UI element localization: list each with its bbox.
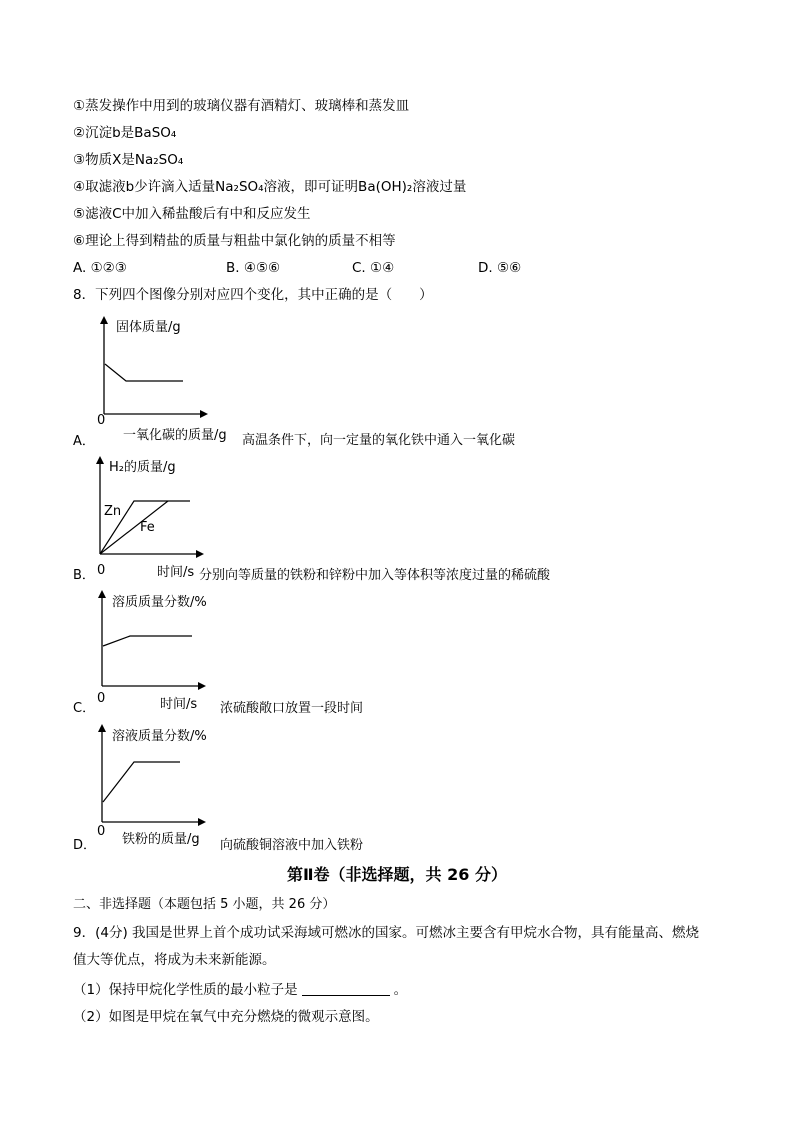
- graph-b-origin: 0: [97, 563, 106, 578]
- graph-b-fe-label: Fe: [140, 520, 155, 535]
- q9-line-1: 9．(4分) 我国是世界上首个成功试采海域可燃冰的国家。可燃冰主要含有甲烷水合物，具有能量高、燃烧: [73, 925, 700, 941]
- statement-4: ④取滤液b少许滴入适量Na₂SO₄溶液，即可证明Ba(OH)₂溶液过量: [73, 179, 467, 195]
- option-a-letter: A．: [73, 434, 95, 449]
- graph-c-curve: [103, 636, 192, 646]
- graph-a-y-arrow: [100, 316, 108, 324]
- statement-1: ①蒸发操作中用到的玻璃仪器有酒精灯、玻璃棒和蒸发皿: [73, 98, 410, 114]
- q9-sub-1-suffix: 。: [393, 982, 408, 998]
- option-d-letter: D．: [73, 838, 97, 853]
- graph-a-xlabel: 一氧化碳的质量/g: [123, 428, 227, 443]
- q9-answer-blank[interactable]: [302, 981, 390, 996]
- q9-line-2: 值大等优点，将成为未来新能源。: [73, 952, 276, 968]
- option-b-description: 分别向等质量的铁粉和锌粉中加入等体积等浓度过量的稀硫酸: [199, 568, 551, 583]
- graph-b-xlabel: 时间/s: [157, 565, 195, 580]
- graph-b-zn-label: Zn: [104, 504, 122, 519]
- graph-b-ylabel: H₂的质量/g: [109, 460, 176, 475]
- graph-a-ylabel: 固体质量/g: [116, 320, 181, 335]
- graph-b-y-arrow: [96, 456, 104, 464]
- graph-d-curve: [103, 762, 180, 802]
- graph-a-curve: [105, 364, 183, 381]
- graph-a-origin: 0: [97, 413, 106, 428]
- option-c-letter: C．: [73, 701, 96, 716]
- option-c-description: 浓硫酸敞口放置一段时间: [220, 701, 364, 716]
- graph-c-ylabel: 溶质质量分数/%: [112, 595, 207, 610]
- q9-sub-1-prefix: （1）保持甲烷化学性质的最小粒子是: [73, 982, 298, 998]
- part2-title: 第Ⅱ卷（非选择题，共 26 分）: [287, 865, 507, 884]
- statement-5: ⑤滤液C中加入稀盐酸后有中和反应发生: [73, 206, 311, 222]
- graph-d-origin: 0: [97, 824, 106, 839]
- q7-option-b: B. ④⑤⑥: [226, 260, 281, 276]
- option-b-letter: B．: [73, 568, 95, 583]
- graph-c-y-arrow: [98, 590, 106, 598]
- q7-option-a: A. ①②③: [73, 260, 127, 276]
- graph-c-origin: 0: [97, 691, 106, 706]
- q7-option-c: C. ①④: [352, 260, 395, 276]
- option-a-description: 高温条件下，向一定量的氧化铁中通入一氧化碳: [242, 433, 516, 448]
- graph-c-xlabel: 时间/s: [160, 697, 198, 712]
- statement-3: ③物质X是Na₂SO₄: [73, 152, 184, 168]
- q9-sub-1: [73, 981, 407, 999]
- q8-stem: 8．下列四个图像分别对应四个变化，其中正确的是（ ）: [73, 287, 433, 303]
- graph-d-x-arrow: [198, 818, 206, 826]
- graph-d-xlabel: 铁粉的质量/g: [122, 832, 200, 847]
- q7-option-d: D. ⑤⑥: [478, 260, 522, 276]
- graph-d-y-arrow: [98, 724, 106, 732]
- graph-d-ylabel: 溶液质量分数/%: [112, 729, 207, 744]
- statement-2: ②沉淀b是BaSO₄: [73, 125, 177, 141]
- q9-sub-2: （2）如图是甲烷在氧气中充分燃烧的微观示意图。: [73, 1009, 379, 1025]
- part2-heading: 二、非选择题（本题包括 5 小题，共 26 分）: [73, 897, 336, 912]
- option-d-description: 向硫酸铜溶液中加入铁粉: [220, 838, 364, 853]
- statement-6: ⑥理论上得到精盐的质量与粗盐中氯化钠的质量不相等: [73, 233, 396, 249]
- graph-b-x-arrow: [196, 550, 204, 558]
- graph-a-x-arrow: [200, 410, 208, 418]
- graph-c-x-arrow: [198, 682, 206, 690]
